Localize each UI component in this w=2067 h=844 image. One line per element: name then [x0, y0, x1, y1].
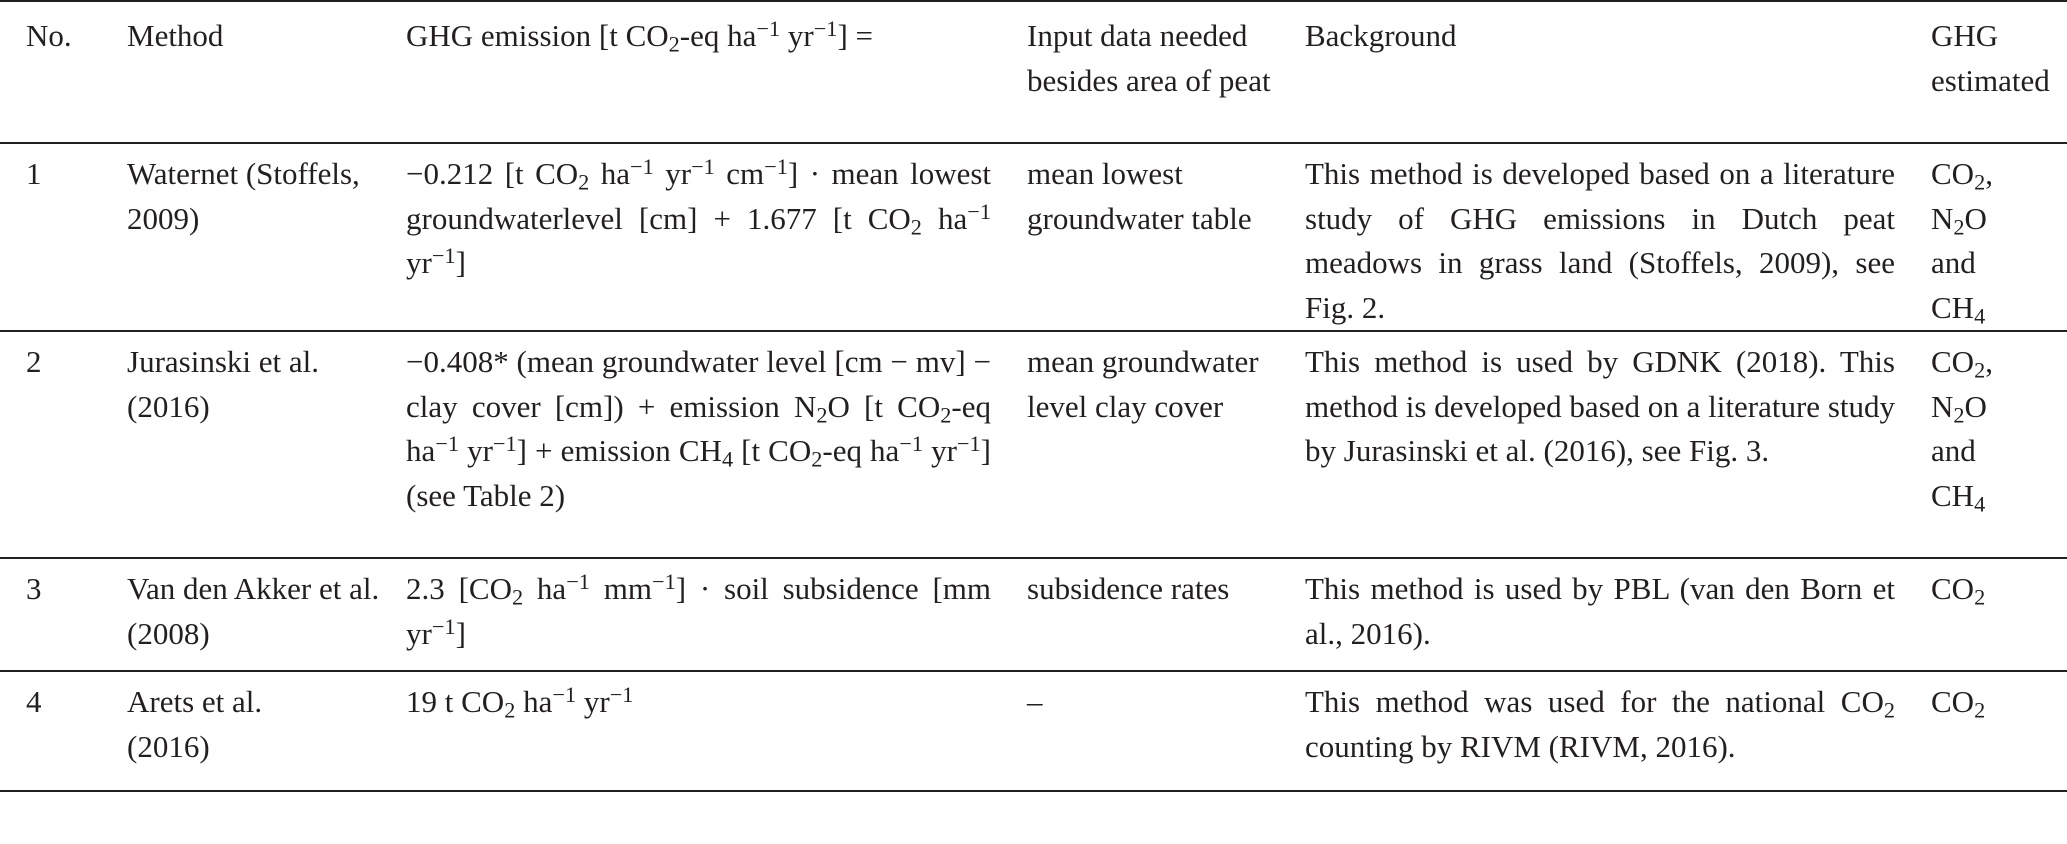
cell-no: 4 — [26, 684, 42, 719]
cell-input: mean groundwater level clay cover — [1027, 344, 1259, 424]
cell-formula: −0.408* (mean groundwater level [cm − mv] − clay cover [cm]) + emission $N_2O$ [t $CO_2-eq$ $ha^{-1}$ $yr^{-1}$] + emission $CH_4$ [t $CO_2-eq$ $ha^{-1}$ $yr^{-1}$] (see Table 2) — [406, 344, 991, 513]
table-row — [0, 671, 2067, 791]
cell-ghg: $CO_2$ — [1931, 571, 1986, 610]
cell-background: This method is used by GDNK (2018). This method is developed based on a literature study by Jurasinski et al. (2016), see Fig. 3. — [1305, 344, 1895, 468]
cell-ghg: $CO_2$, $N_2O$ and $CH_4$ — [1931, 344, 1993, 517]
cell-method: Waternet (Stoffels, 2009) — [127, 156, 360, 236]
header-input-data: Input data needed besides area of peat — [1027, 18, 1271, 98]
cell-formula: −0.212 [t $CO_2$ $ha^{-1}$ $yr^{-1}$ $cm^{-1}$] · mean lowest groundwaterlevel [cm] + 1.677 [t $CO_2$ $ha^{-1}$ $yr^{-1}$] — [406, 153, 992, 280]
cell-no: 3 — [26, 571, 42, 606]
table-header — [0, 1, 2067, 143]
cell-input: – — [1027, 684, 1043, 719]
cell-input: subsidence rates — [1027, 571, 1230, 606]
table-body — [0, 143, 2067, 791]
header-row — [0, 1, 2067, 143]
cell-ghg: $CO_2$, $N_2O$ and $CH_4$ — [1931, 156, 1993, 329]
table-row — [0, 143, 2067, 331]
header-ghg-estimated: GHG estimated — [1931, 18, 2050, 98]
cell-background: This method is used by PBL (van den Born et al., 2016). — [1305, 571, 1895, 651]
cell-input: mean lowest groundwater table — [1027, 156, 1252, 236]
header-background: Background — [1305, 18, 1457, 53]
cell-method: Jurasinski et al. (2016) — [127, 344, 319, 424]
cell-no: 1 — [26, 156, 42, 191]
cell-background: This method was used for the national $CO_2$ counting by RIVM (RIVM, 2016). — [1305, 684, 1895, 764]
header-ghg-emission: GHG emission [t $CO_2-eq$ $ha^{-1}$ $yr^{-1}$] = — [406, 15, 874, 57]
header-no: No. — [26, 18, 72, 53]
cell-method: Van den Akker et al. (2008) — [127, 571, 380, 651]
cell-formula: 2.3 [$CO_2$ $ha^{-1}$ $mm^{-1}$] · soil subsidence [mm $yr^{-1}$] — [406, 568, 991, 651]
header-method: Method — [127, 18, 224, 53]
cell-formula: 19 t $CO_2$ $ha^{-1}$ $yr^{-1}$ — [406, 681, 634, 723]
table-row — [0, 331, 2067, 558]
cell-ghg: $CO_2$ — [1931, 684, 1986, 723]
cell-method: Arets et al. (2016) — [127, 684, 263, 764]
cell-background: This method is developed based on a literature study of GHG emissions in Dutch peat meadows in grass land (Stoffels, 2009), see Fig. 2. — [1305, 156, 1895, 325]
table-row — [0, 558, 2067, 671]
cell-no: 2 — [26, 344, 42, 379]
